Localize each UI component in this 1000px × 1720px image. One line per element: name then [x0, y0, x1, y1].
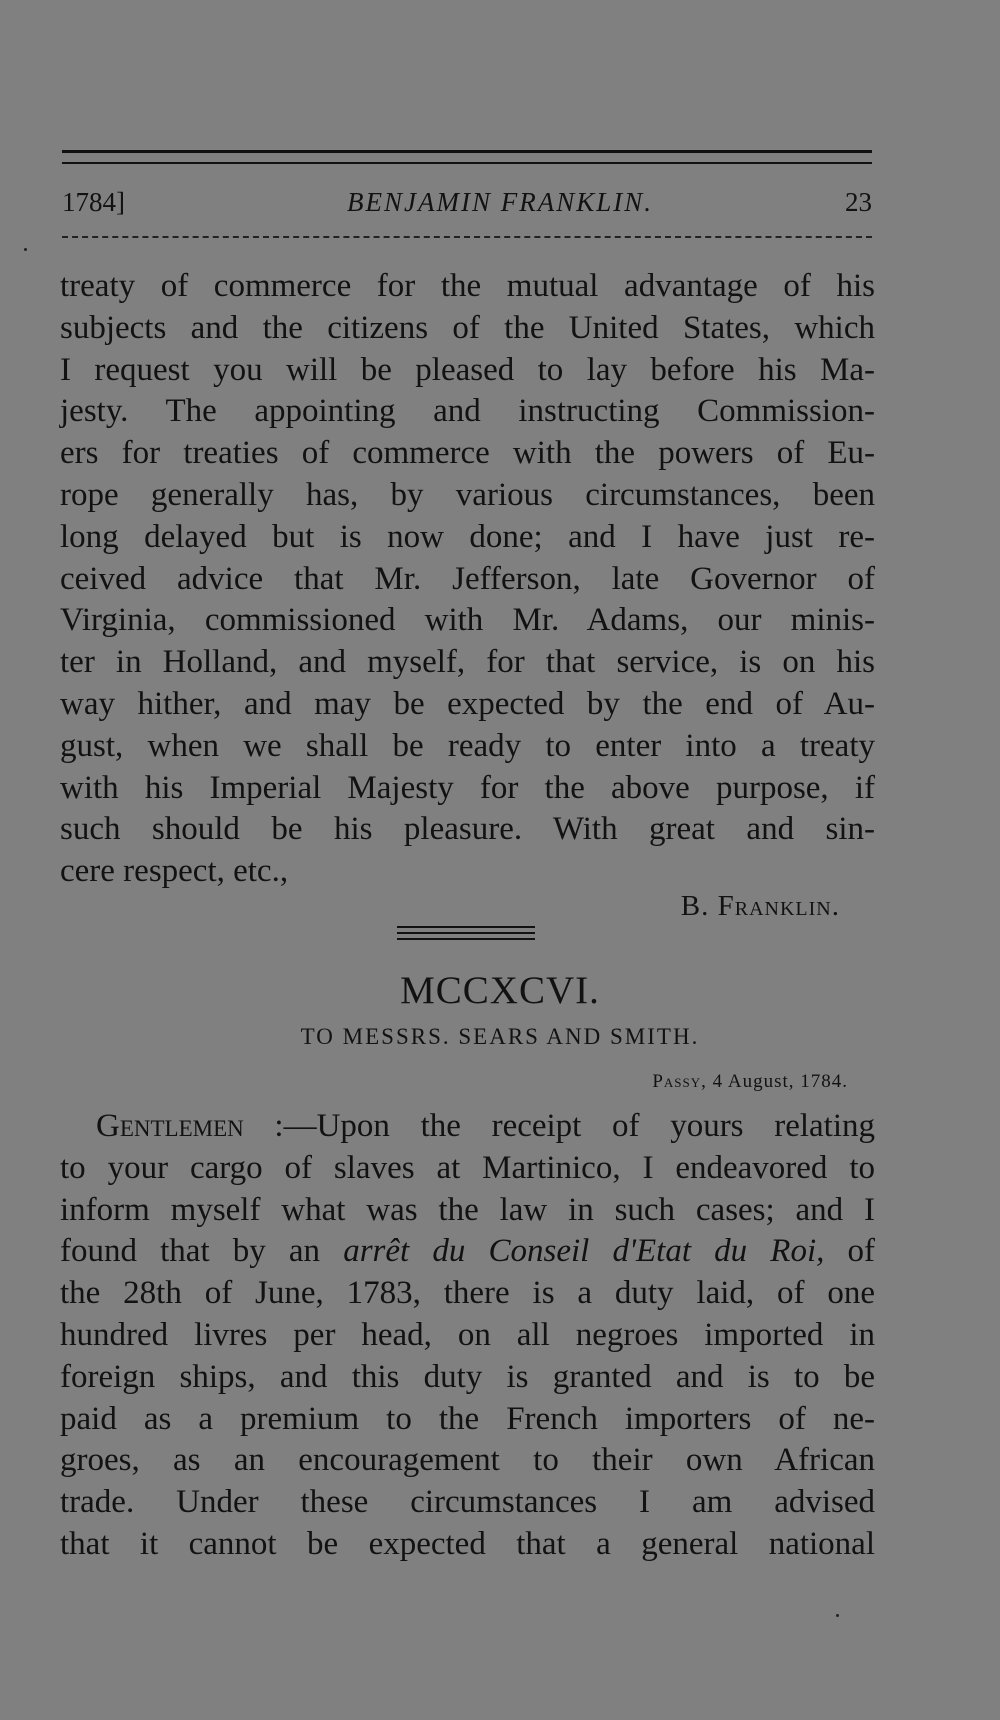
text-line: gust, when we shall be ready to enter into a treaty	[60, 727, 875, 764]
dateline-place: Passy,	[652, 1071, 707, 1092]
text-line: way hither, and may be expected by the end of Au-	[60, 685, 875, 722]
separator-rule	[397, 932, 535, 934]
text-line: ter in Holland, and myself, for that service, is on his	[60, 644, 875, 681]
text-line	[60, 1231, 875, 1273]
running-head-title: BENJAMIN FRANKLIN.	[347, 187, 653, 217]
text-line: treaty of commerce for the mutual advantage of his	[60, 268, 875, 304]
signature-surname: Franklin.	[717, 890, 840, 922]
salutation-rest: :—Upon the receipt of yours relating	[243, 1108, 875, 1144]
text-line: ers for treaties of commerce with the powers of Eu-	[60, 435, 875, 472]
text-line: such should be his pleasure. With great and sin-	[60, 811, 875, 848]
text-line	[60, 1106, 875, 1148]
text-line: inform myself what was the law in such cases; and I	[60, 1191, 875, 1228]
text-line: long delayed but is now done; and I have just re-	[60, 518, 875, 555]
text-line: the 28th of June, 1783, there is a duty laid, of one	[60, 1275, 875, 1312]
margin-speck	[24, 248, 27, 251]
signature	[681, 890, 840, 923]
dateline-date: 4 August, 1784.	[712, 1071, 848, 1092]
header-bottom-rule	[62, 236, 872, 238]
letter-number: MCCXCVI.	[400, 969, 600, 1012]
salutation: Gentlemen	[96, 1108, 244, 1144]
text-line: cere respect, etc.,	[60, 853, 289, 890]
text-line: to your cargo of slaves at Martinico, I endeavored to	[60, 1149, 875, 1186]
page-number: 23	[845, 187, 872, 217]
separator-rule	[397, 926, 535, 928]
text-line: hundred livres per head, on all negroes imported in	[60, 1316, 875, 1353]
continued-letter-text	[60, 266, 875, 893]
text-fragment: found that by an	[60, 1233, 344, 1270]
header-top-rule-thin	[62, 162, 872, 164]
text-line: subjects and the citizens of the United States, which	[60, 309, 875, 346]
letter-addressee: TO MESSRS. SEARS AND SMITH.	[300, 1024, 700, 1049]
text-line: with his Imperial Majesty for the above purpose, if	[60, 769, 875, 806]
text-line: paid as a premium to the French importers of ne-	[60, 1400, 875, 1437]
text-line: ceived advice that Mr. Jefferson, late Governor of	[60, 560, 875, 597]
text-line: that it cannot be expected that a general national	[60, 1525, 875, 1562]
margin-speck	[836, 1614, 839, 1617]
text-line: Virginia, commissioned with Mr. Adams, our minis-	[60, 602, 875, 639]
separator-rule	[397, 938, 535, 940]
italic-french-phrase: arrêt du Conseil d'Etat du Roi,	[343, 1233, 825, 1270]
text-fragment: of	[824, 1233, 875, 1270]
text-line: trade. Under these circumstances I am advised	[60, 1484, 875, 1521]
text-line: rope generally has, by various circumstances, been	[60, 476, 875, 513]
running-head-year: 1784]	[62, 187, 125, 217]
header-top-rule	[62, 150, 872, 153]
letter-dateline	[652, 1071, 848, 1093]
text-line: groes, as an encouragement to their own African	[60, 1442, 875, 1479]
text-line: I request you will be pleased to lay before his Ma-	[60, 351, 875, 388]
text-line: jesty. The appointing and instructing Commission-	[60, 393, 875, 430]
text-line: foreign ships, and this duty is granted and is to be	[60, 1358, 875, 1395]
signature-initial: B.	[680, 890, 710, 922]
letter-body	[60, 1106, 875, 1566]
